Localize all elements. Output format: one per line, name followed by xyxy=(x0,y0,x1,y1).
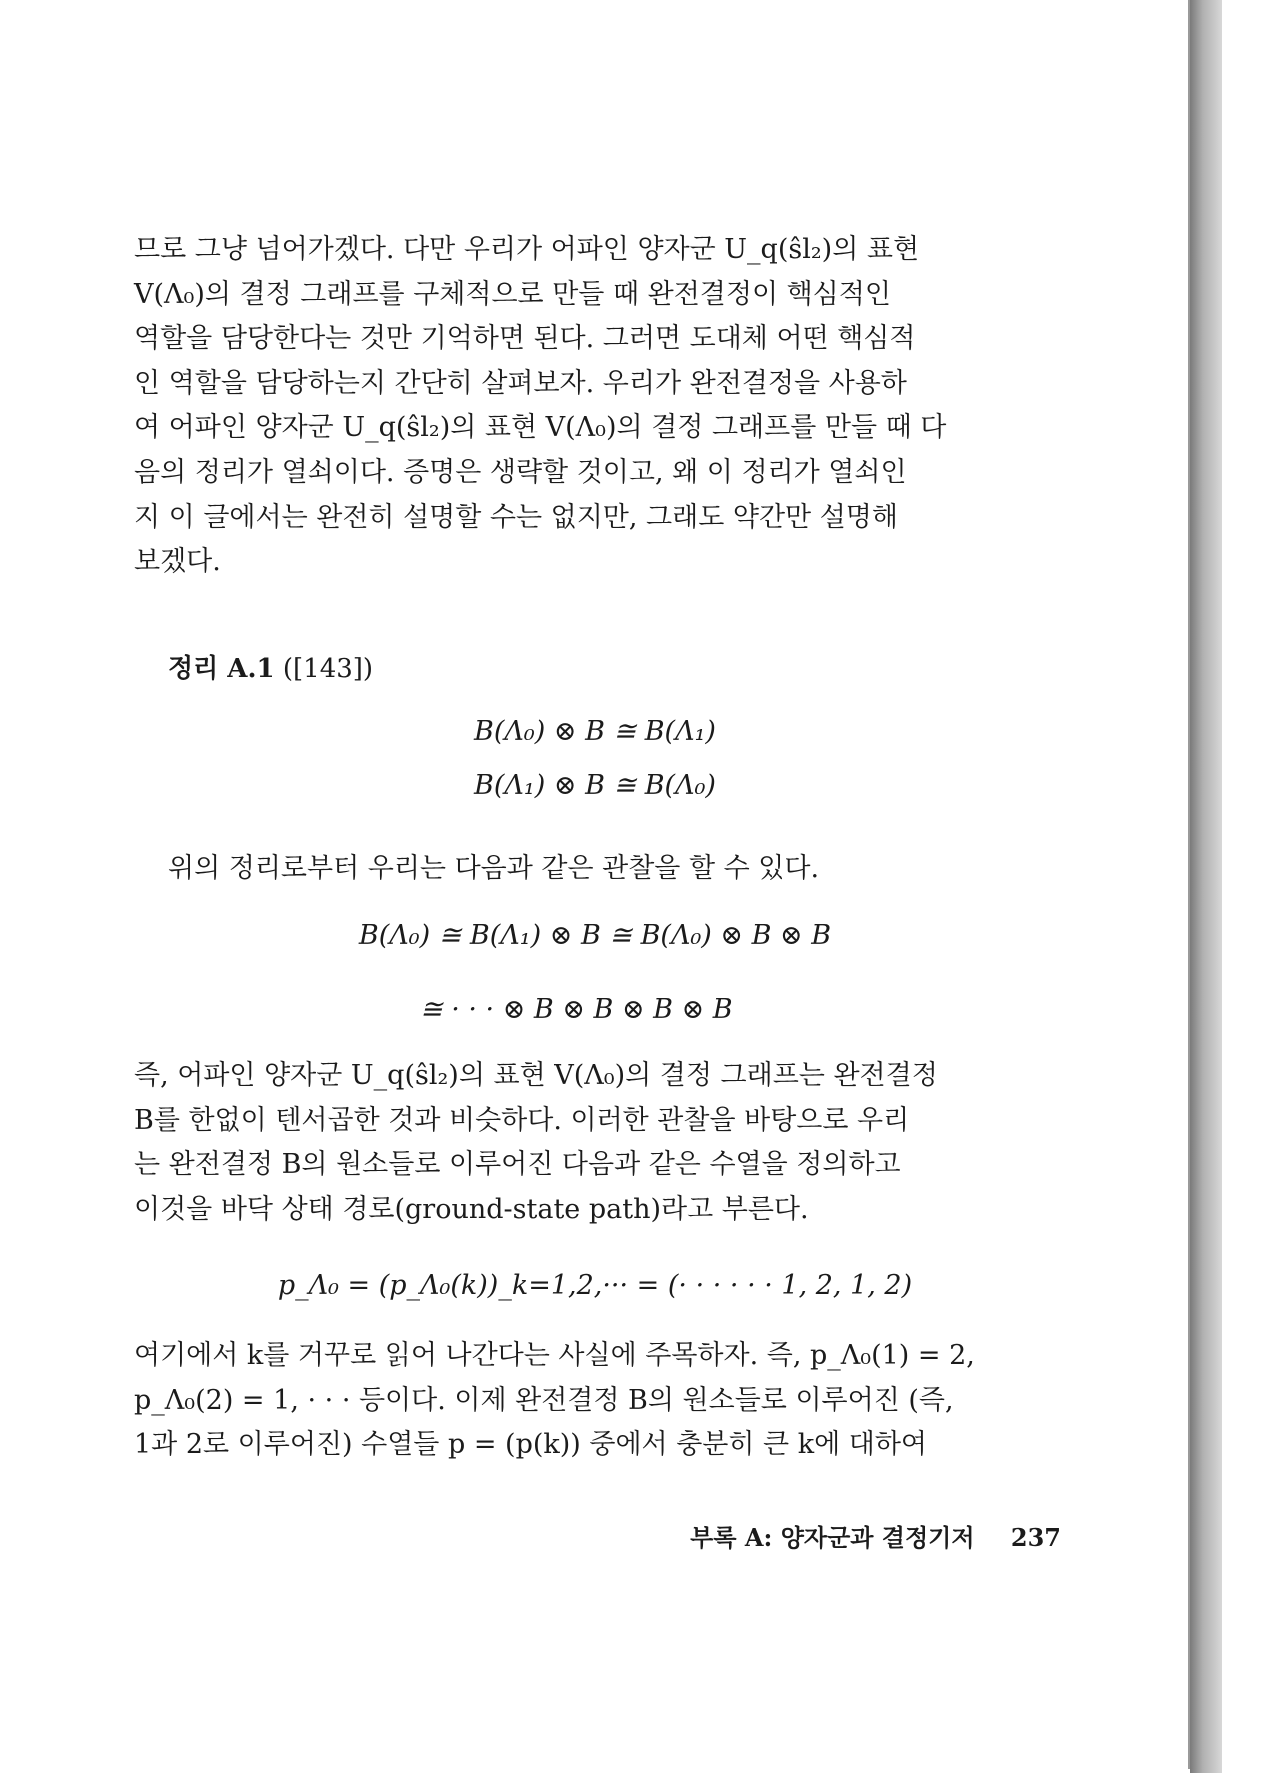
paragraph-2 xyxy=(134,1054,1002,1232)
para1-line: 지 이 글에서는 완전히 설명할 수는 없지만, 그래도 약간만 설명해 xyxy=(134,501,898,533)
para3-line: 여기에서 k를 거꾸로 읽어 나간다는 사실에 주목하자. 즉, p_Λ₀(1) = 2, xyxy=(134,1340,975,1371)
para2-line: 는 완전결정 B의 원소들로 이루어진 다음과 같은 수열을 정의하고 xyxy=(134,1149,901,1181)
page-edge-shadow xyxy=(1190,0,1222,1773)
equation-4: ≅ · · · ⊗ B ⊗ B ⊗ B ⊗ B xyxy=(420,994,733,1025)
para1-line: 음의 정리가 열쇠이다. 증명은 생략할 것이고, 왜 이 정리가 열쇠인 xyxy=(134,456,907,488)
page-number: 237 xyxy=(1010,1523,1061,1552)
para3-line: 1과 2로 이루어진) 수열들 p = (p(k)) 중에서 충분히 큰 k에 대하여 xyxy=(134,1429,927,1461)
theorem-citation: ([143]) xyxy=(282,654,374,684)
para2-line: 이것을 바닥 상태 경로(ground-state path)라고 부른다. xyxy=(134,1193,809,1225)
para1-line: 므로 그냥 넘어가겠다. 다만 우리가 어파인 양자군 U_q(ŝl₂)의 표현 xyxy=(134,234,920,265)
paragraph-1 xyxy=(134,228,1002,585)
para2-line: 즉, 어파인 양자군 U_q(ŝl₂)의 표현 V(Λ₀)의 결정 그래프는 완전결정 xyxy=(134,1060,938,1091)
para2-line: B를 한없이 텐서곱한 것과 비슷하다. 이러한 관찰을 바탕으로 우리 xyxy=(134,1104,910,1136)
para1-line: 역할을 담당한다는 것만 기억하면 된다. 그러면 도대체 어떤 핵심적 xyxy=(134,323,916,355)
theorem-heading xyxy=(168,648,373,685)
theorem-equation-2: B(Λ₁) ⊗ B ≅ B(Λ₀) xyxy=(474,770,716,801)
page-footer xyxy=(690,1518,1061,1553)
running-title: 부록 A: 양자군과 결정기저 xyxy=(690,1523,975,1552)
para1-line: 여 어파인 양자군 U_q(ŝl₂)의 표현 V(Λ₀)의 결정 그래프를 만들 때 다 xyxy=(134,412,947,444)
equation-5: p_Λ₀ = (p_Λ₀(k))_k=1,2,··· = (· · · · · · 1, 2, 1, 2) xyxy=(277,1270,913,1301)
para1-line: 보겠다. xyxy=(134,546,221,578)
observation-text: 위의 정리로부터 우리는 다음과 같은 관찰을 할 수 있다. xyxy=(168,853,820,884)
theorem-equation-1: B(Λ₀) ⊗ B ≅ B(Λ₁) xyxy=(474,716,716,747)
equation-3: B(Λ₀) ≅ B(Λ₁) ⊗ B ≅ B(Λ₀) ⊗ B ⊗ B xyxy=(358,920,832,951)
theorem-label: 정리 A.1 xyxy=(168,654,275,684)
para1-line: 인 역할을 담당하는지 간단히 살펴보자. 우리가 완전결정을 사용하 xyxy=(134,367,907,399)
para1-line: V(Λ₀)의 결정 그래프를 구체적으로 만들 때 완전결정이 핵심적인 xyxy=(134,278,891,310)
para3-line: p_Λ₀(2) = 1, · · · 등이다. 이제 완전결정 B의 원소들로 이루어진 (즉, xyxy=(134,1384,954,1416)
paragraph-3 xyxy=(134,1334,1002,1468)
